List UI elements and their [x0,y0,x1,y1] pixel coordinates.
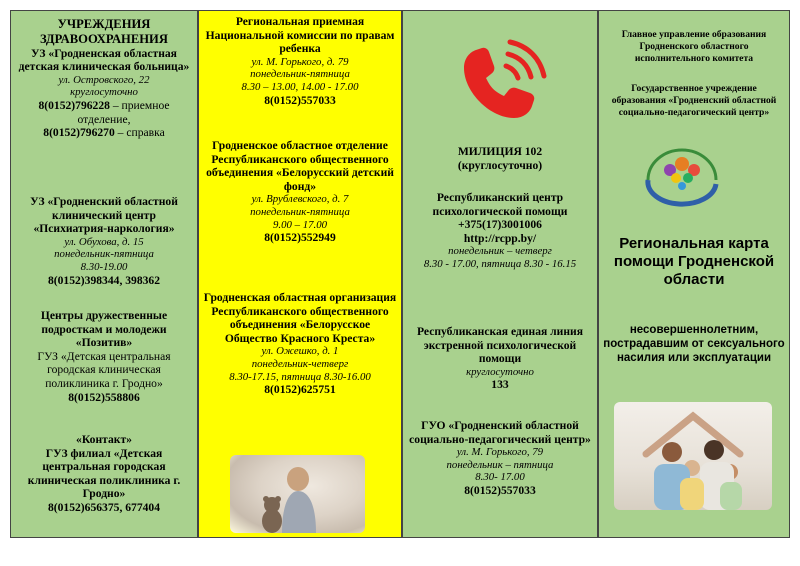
org3-block [203,291,397,397]
center-days: понедельник – четверг [448,245,552,258]
uz1-name: УЗ «Гродненская областная детская клиническая больница» [18,46,190,74]
police-number: МИЛИЦИЯ 102 [457,145,543,158]
pozitiv-block [15,309,193,404]
brochure-title: Региональная карта помощи Гродненской области [613,235,775,288]
guo-phone: 8(0152)557033 [464,483,536,497]
uz1-phone1-line [15,99,193,126]
authority-name: Главное управление образования Гродненского областного исполнительного комитета [621,29,767,64]
org1-hours: 8.30 – 13.00, 14.00 - 17.00 [241,80,359,93]
health-heading: УЧРЕЖДЕНИЯ ЗДРАВООХРАНЕНИЯ [40,17,168,46]
hotline-block [407,325,593,392]
pozitiv-heading: Центры дружественные подросткам и молодежи «Позитив» [40,309,168,350]
org3-name: Гродненская областная организация Республиканского общественного объединения «Белорусское Общество Красного Креста» [203,291,397,345]
uz2-name: УЗ «Гродненский областной клинический центр «Психиатрия-наркология» [30,195,178,236]
hotline-name: Республиканская единая линия экстренной психологической помощи [417,325,583,366]
guo-hours: 8.30- 17.00 [475,471,525,484]
org2-days: понедельник-пятница [250,205,350,218]
uz1-phone2-note: – справка [114,126,165,140]
family-photo [614,402,772,510]
uz1-hours: круглосуточно [70,86,138,99]
org1-days: понедельник-пятница [250,68,350,81]
guo-name: ГУО «Гродненский областной социально-педагогический центр» [409,419,591,446]
center-logo-icon [640,140,724,208]
uz2-block [15,195,193,287]
org3-address: ул. Ожешко, д. 1 [261,345,339,358]
uz1-phone1-note: – приемное отделение, [77,98,170,126]
uz2-hours: 8.30-19.00 [80,260,128,273]
org3-phone: 8(0152)625751 [264,383,336,397]
health-block [15,17,193,140]
uz1-address: ул. Островского, 22 [58,73,150,86]
institution-name: Государственное учреждение образования «Гродненский областной социально-педагогический центр» [611,83,777,118]
center-site: http://rcpp.by/ [463,231,537,245]
org2-name: Гродненское областное отделение Республиканского общественного объединения «Белорусский детский фонд» [206,139,394,193]
kontakt-block [15,433,193,515]
center-phone: +375(17)3001006 [458,218,542,232]
kontakt-org: ГУЗ филиал «Детская центральная городская клиническая поликлиника г. Гродно» [27,446,181,501]
org1-phone: 8(0152)557033 [264,93,336,107]
uz2-address: ул. Обухова, д. 15 [64,235,144,248]
pozitiv-org: ГУЗ «Детская центральная городская клиническая поликлиника г. Гродно» [37,349,171,390]
pozitiv-phone: 8(0152)558806 [68,390,140,404]
uz2-phone: 8(0152)398344, 398362 [47,273,161,287]
org3-days: понедельник-четверг [251,357,349,370]
org2-hours: 9.00 – 17.00 [273,218,327,231]
org2-phone: 8(0152)552949 [264,231,336,245]
org1-name: Региональная приемная Национальной комиссии по правам ребенка [205,15,395,56]
police-note: (круглосуточно) [457,158,543,172]
uz2-days: понедельник-пятница [54,248,154,261]
hotline-number: 133 [491,378,509,392]
uz1-phone2-line [15,126,193,140]
guo-days: понедельник – пятница [446,458,554,471]
guo-address: ул. М. Горького, 79 [456,446,544,459]
hotline-hours: круглосуточно [466,365,534,378]
uz1-phone2: 8(0152)796270 [43,126,115,140]
org3-hours: 8.30-17.15, пятница 8.30-16.00 [229,370,371,383]
kontakt-heading: «Контакт» [76,433,132,446]
phone-icon [446,28,554,136]
org2-address: ул. Врублевского, д. 7 [251,193,349,206]
center-block [407,191,593,271]
center-hours: 8.30 - 17.00, пятница 8.30 - 16.15 [423,257,577,270]
org1-address: ул. М. Горького, д. 79 [251,55,349,68]
column-health-institutions [10,10,198,538]
guo-block [407,419,593,498]
org2-block [203,139,397,245]
brochure-subtitle: несовершеннолетним, пострадавшим от сексуального насилия или эксплуатации [603,324,785,364]
police-block [407,145,593,172]
uz1-phone1: 8(0152)796228 [38,98,110,112]
center-name: Республиканский центр психологической помощи [432,191,568,218]
org1-block [203,15,397,107]
child-photo [230,455,365,533]
kontakt-phone: 8(0152)656375, 677404 [47,500,161,514]
